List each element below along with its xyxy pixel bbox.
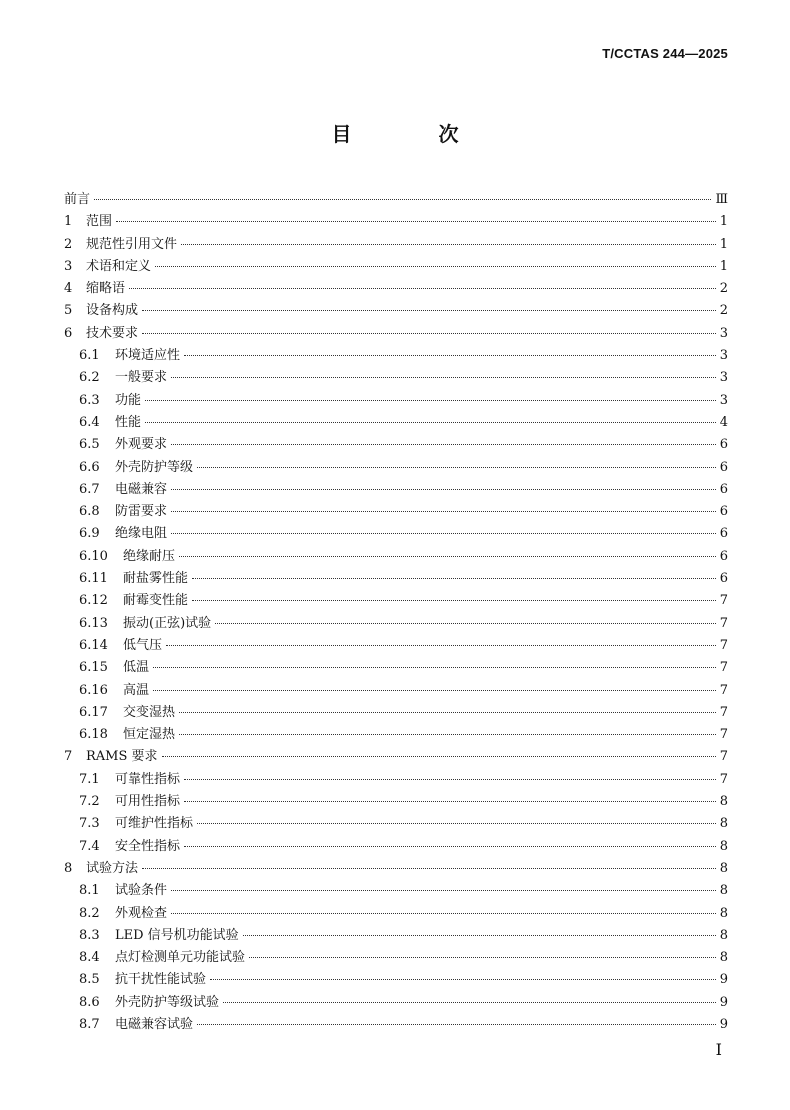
toc-entry-page: 8 bbox=[719, 927, 728, 943]
toc-entry-number: 8.3 bbox=[79, 927, 100, 943]
toc-entry-number: 4 bbox=[64, 281, 73, 297]
toc-entry[interactable] bbox=[64, 969, 728, 991]
dot-leader bbox=[171, 444, 716, 445]
toc-entry[interactable] bbox=[64, 345, 728, 367]
dot-leader bbox=[162, 756, 716, 757]
dot-leader bbox=[243, 935, 716, 936]
toc-entry-number: 6.17 bbox=[79, 704, 108, 720]
toc-entry[interactable] bbox=[64, 412, 728, 434]
toc-entry-label: 电磁兼容 bbox=[115, 481, 168, 497]
toc-entry-page: 9 bbox=[719, 994, 728, 1010]
dot-leader bbox=[142, 333, 716, 334]
dot-leader bbox=[184, 355, 716, 356]
dot-leader bbox=[197, 1024, 716, 1025]
dot-leader bbox=[179, 712, 716, 713]
toc-entry[interactable] bbox=[64, 836, 728, 858]
toc-entry[interactable] bbox=[64, 903, 728, 925]
toc-entry-label: 耐盐雾性能 bbox=[123, 571, 189, 587]
toc-entry[interactable] bbox=[64, 457, 728, 479]
toc-entry-label: 外观检查 bbox=[115, 905, 168, 921]
toc-entry-label: 外观要求 bbox=[115, 437, 168, 453]
toc-entry-page: 6 bbox=[719, 548, 728, 564]
toc-entry[interactable] bbox=[64, 278, 728, 300]
toc-entry-number: 3 bbox=[64, 258, 73, 274]
toc-entry-page: 8 bbox=[719, 838, 728, 854]
toc-entry-page: 8 bbox=[719, 860, 728, 876]
toc-entry-label: 绝缘耐压 bbox=[123, 548, 176, 564]
toc-entry-label: 点灯检测单元功能试验 bbox=[115, 950, 246, 966]
toc-entry[interactable] bbox=[64, 657, 728, 679]
toc-entry-page: 6 bbox=[719, 481, 728, 497]
toc-entry-number: 7.1 bbox=[79, 771, 100, 787]
toc-entry-number: 6.4 bbox=[79, 414, 100, 430]
toc-entry-page: 6 bbox=[719, 504, 728, 520]
toc-entry-number: 8.6 bbox=[79, 994, 100, 1010]
toc-entry-label: 恒定湿热 bbox=[123, 727, 176, 743]
toc-entry-label: 试验方法 bbox=[86, 860, 139, 876]
toc-entry-number: 6.1 bbox=[79, 348, 100, 364]
toc-entry-number: 6.15 bbox=[79, 660, 108, 676]
toc-entry-label: 设备构成 bbox=[86, 303, 139, 319]
toc-entry-page: 8 bbox=[719, 905, 728, 921]
dot-leader bbox=[171, 913, 716, 914]
toc-entry-number: 7.2 bbox=[79, 794, 100, 810]
dot-leader bbox=[171, 377, 716, 378]
toc-entry-number: 8.4 bbox=[79, 950, 100, 966]
toc-entry[interactable] bbox=[64, 1014, 728, 1036]
toc-entry-label: 电磁兼容试验 bbox=[115, 1016, 194, 1032]
dot-leader bbox=[171, 533, 716, 534]
dot-leader bbox=[153, 667, 716, 668]
toc-entry[interactable] bbox=[64, 323, 728, 345]
toc-entry-number: 6.9 bbox=[79, 526, 100, 542]
toc-entry-label: 安全性指标 bbox=[115, 838, 181, 854]
toc-entry-page: 3 bbox=[719, 392, 728, 408]
toc-entry-number: 8.1 bbox=[79, 883, 100, 899]
toc-entry[interactable] bbox=[64, 234, 728, 256]
toc-entry[interactable] bbox=[64, 590, 728, 612]
dot-leader bbox=[197, 823, 716, 824]
toc-entry-number: 8.2 bbox=[79, 905, 100, 921]
toc-entry-label: 交变湿热 bbox=[123, 704, 176, 720]
toc-entry[interactable] bbox=[64, 702, 728, 724]
table-of-contents bbox=[64, 189, 728, 1036]
toc-entry-page: 3 bbox=[719, 348, 728, 364]
toc-entry-label: RAMS 要求 bbox=[86, 749, 158, 765]
toc-entry-number: 5 bbox=[64, 303, 73, 319]
toc-entry[interactable] bbox=[64, 746, 728, 768]
toc-entry-number: 7 bbox=[64, 749, 73, 765]
toc-entry-number: 6.8 bbox=[79, 504, 100, 520]
toc-entry[interactable] bbox=[64, 523, 728, 545]
dot-leader bbox=[171, 890, 716, 891]
toc-entry-page: 8 bbox=[719, 950, 728, 966]
toc-entry-page: 7 bbox=[719, 704, 728, 720]
toc-entry[interactable] bbox=[64, 568, 728, 590]
toc-entry[interactable] bbox=[64, 880, 728, 902]
dot-leader bbox=[155, 266, 716, 267]
toc-entry-number: 6.5 bbox=[79, 437, 100, 453]
toc-entry-label: 低温 bbox=[123, 660, 150, 676]
dot-leader bbox=[153, 690, 716, 691]
toc-entry[interactable] bbox=[64, 501, 728, 523]
page-number: I bbox=[715, 1040, 722, 1059]
dot-leader bbox=[166, 645, 716, 646]
toc-entry[interactable] bbox=[64, 300, 728, 322]
dot-leader bbox=[129, 288, 716, 289]
toc-entry-number: 6.3 bbox=[79, 392, 100, 408]
toc-entry[interactable] bbox=[64, 791, 728, 813]
toc-entry-number: 8.5 bbox=[79, 972, 100, 988]
toc-entry[interactable] bbox=[64, 769, 728, 791]
toc-entry-page: 7 bbox=[719, 727, 728, 743]
toc-entry-number: 1 bbox=[64, 214, 73, 230]
toc-entry-label: 可维护性指标 bbox=[115, 816, 194, 832]
dot-leader bbox=[210, 979, 716, 980]
toc-entry-page: 4 bbox=[719, 414, 728, 430]
toc-entry-number: 6.11 bbox=[79, 571, 108, 587]
toc-entry-page: 2 bbox=[719, 303, 728, 319]
toc-entry[interactable] bbox=[64, 189, 728, 211]
toc-entry-page: 8 bbox=[719, 883, 728, 899]
toc-entry-number: 8 bbox=[64, 860, 73, 876]
toc-entry-page: 7 bbox=[719, 593, 728, 609]
toc-entry[interactable] bbox=[64, 724, 728, 746]
toc-entry[interactable] bbox=[64, 925, 728, 947]
dot-leader bbox=[181, 244, 716, 245]
toc-entry-page: 8 bbox=[719, 794, 728, 810]
toc-entry-number: 7.4 bbox=[79, 838, 100, 854]
toc-entry-label: 外壳防护等级试验 bbox=[115, 994, 220, 1010]
toc-entry-label: 技术要求 bbox=[86, 325, 139, 341]
toc-entry-label: 低气压 bbox=[123, 637, 163, 653]
toc-entry-label: 振动(正弦)试验 bbox=[123, 615, 212, 631]
toc-entry-number: 2 bbox=[64, 236, 73, 252]
toc-entry-page: 7 bbox=[719, 771, 728, 787]
dot-leader bbox=[184, 846, 716, 847]
toc-entry-label: 高温 bbox=[123, 682, 150, 698]
dot-leader bbox=[223, 1002, 716, 1003]
toc-entry-page: 6 bbox=[719, 459, 728, 475]
toc-entry[interactable] bbox=[64, 680, 728, 702]
toc-entry-page: 7 bbox=[719, 749, 728, 765]
toc-entry-page: 3 bbox=[719, 325, 728, 341]
toc-entry-page: 2 bbox=[719, 281, 728, 297]
toc-entry-label: 范围 bbox=[86, 214, 113, 230]
toc-entry-label: LED 信号机功能试验 bbox=[115, 927, 239, 943]
dot-leader bbox=[184, 801, 716, 802]
toc-entry-number: 8.7 bbox=[79, 1016, 100, 1032]
toc-entry[interactable] bbox=[64, 613, 728, 635]
dot-leader bbox=[142, 868, 716, 869]
toc-entry[interactable] bbox=[64, 858, 728, 880]
toc-entry-page: 1 bbox=[719, 214, 728, 230]
toc-entry-number: 6.7 bbox=[79, 481, 100, 497]
toc-entry-label: 防雷要求 bbox=[115, 504, 168, 520]
toc-title: 目 次 bbox=[331, 122, 499, 146]
dot-leader bbox=[145, 422, 716, 423]
toc-entry-page: 7 bbox=[719, 682, 728, 698]
toc-entry-number: 6.12 bbox=[79, 593, 108, 609]
toc-entry-label: 术语和定义 bbox=[86, 258, 152, 274]
toc-entry-page: 7 bbox=[719, 637, 728, 653]
dot-leader bbox=[192, 578, 716, 579]
toc-entry-label: 外壳防护等级 bbox=[115, 459, 194, 475]
dot-leader bbox=[249, 957, 716, 958]
dot-leader bbox=[192, 600, 716, 601]
toc-entry-number: 6.14 bbox=[79, 637, 108, 653]
toc-entry-page: 7 bbox=[719, 660, 728, 676]
dot-leader bbox=[197, 467, 716, 468]
toc-entry-label: 环境适应性 bbox=[115, 348, 181, 364]
toc-entry-label: 前言 bbox=[64, 192, 91, 207]
toc-entry-number: 6.2 bbox=[79, 370, 100, 386]
toc-entry-label: 功能 bbox=[115, 392, 142, 408]
toc-entry-label: 绝缘电阻 bbox=[115, 526, 168, 542]
toc-entry[interactable] bbox=[64, 434, 728, 456]
toc-entry-page: Ⅲ bbox=[715, 192, 728, 207]
toc-entry-number: 7.3 bbox=[79, 816, 100, 832]
toc-entry-number: 6.13 bbox=[79, 615, 108, 631]
toc-entry-label: 可用性指标 bbox=[115, 794, 181, 810]
toc-entry[interactable] bbox=[64, 367, 728, 389]
toc-entry-number: 6.16 bbox=[79, 682, 108, 698]
toc-entry-number: 6.6 bbox=[79, 459, 100, 475]
dot-leader bbox=[184, 779, 716, 780]
toc-entry[interactable] bbox=[64, 479, 728, 501]
dot-leader bbox=[142, 310, 716, 311]
toc-entry[interactable] bbox=[64, 813, 728, 835]
toc-entry-number: 6.18 bbox=[79, 727, 108, 743]
toc-entry-page: 7 bbox=[719, 615, 728, 631]
toc-entry-page: 6 bbox=[719, 571, 728, 587]
toc-entry[interactable] bbox=[64, 256, 728, 278]
dot-leader bbox=[171, 489, 716, 490]
toc-entry-label: 可靠性指标 bbox=[115, 771, 181, 787]
toc-entry[interactable] bbox=[64, 390, 728, 412]
dot-leader bbox=[215, 623, 716, 624]
toc-entry[interactable] bbox=[64, 546, 728, 568]
dot-leader bbox=[179, 556, 716, 557]
toc-entry-page: 6 bbox=[719, 437, 728, 453]
toc-entry-page: 3 bbox=[719, 370, 728, 386]
toc-entry-label: 性能 bbox=[115, 414, 142, 430]
toc-entry[interactable] bbox=[64, 947, 728, 969]
toc-entry-label: 缩略语 bbox=[86, 281, 126, 297]
toc-entry-page: 9 bbox=[719, 972, 728, 988]
toc-entry-page: 6 bbox=[719, 526, 728, 542]
toc-entry-number: 6.10 bbox=[79, 548, 108, 564]
toc-entry-page: 9 bbox=[719, 1016, 728, 1032]
toc-entry-page: 1 bbox=[719, 258, 728, 274]
dot-leader bbox=[179, 734, 716, 735]
toc-entry[interactable] bbox=[64, 211, 728, 233]
dot-leader bbox=[171, 511, 716, 512]
toc-entry-label: 试验条件 bbox=[115, 883, 168, 899]
toc-entry-label: 规范性引用文件 bbox=[86, 236, 178, 252]
toc-entry[interactable] bbox=[64, 992, 728, 1014]
toc-entry-number: 6 bbox=[64, 325, 73, 341]
dot-leader bbox=[116, 221, 716, 222]
toc-entry[interactable] bbox=[64, 635, 728, 657]
toc-entry-page: 1 bbox=[719, 236, 728, 252]
document-code: T/CCTAS 244—2025 bbox=[602, 46, 728, 61]
toc-entry-label: 耐霉变性能 bbox=[123, 593, 189, 609]
dot-leader bbox=[145, 400, 716, 401]
toc-entry-page: 8 bbox=[719, 816, 728, 832]
dot-leader bbox=[94, 199, 711, 200]
toc-entry-label: 一般要求 bbox=[115, 370, 168, 386]
toc-entry-label: 抗干扰性能试验 bbox=[115, 972, 207, 988]
